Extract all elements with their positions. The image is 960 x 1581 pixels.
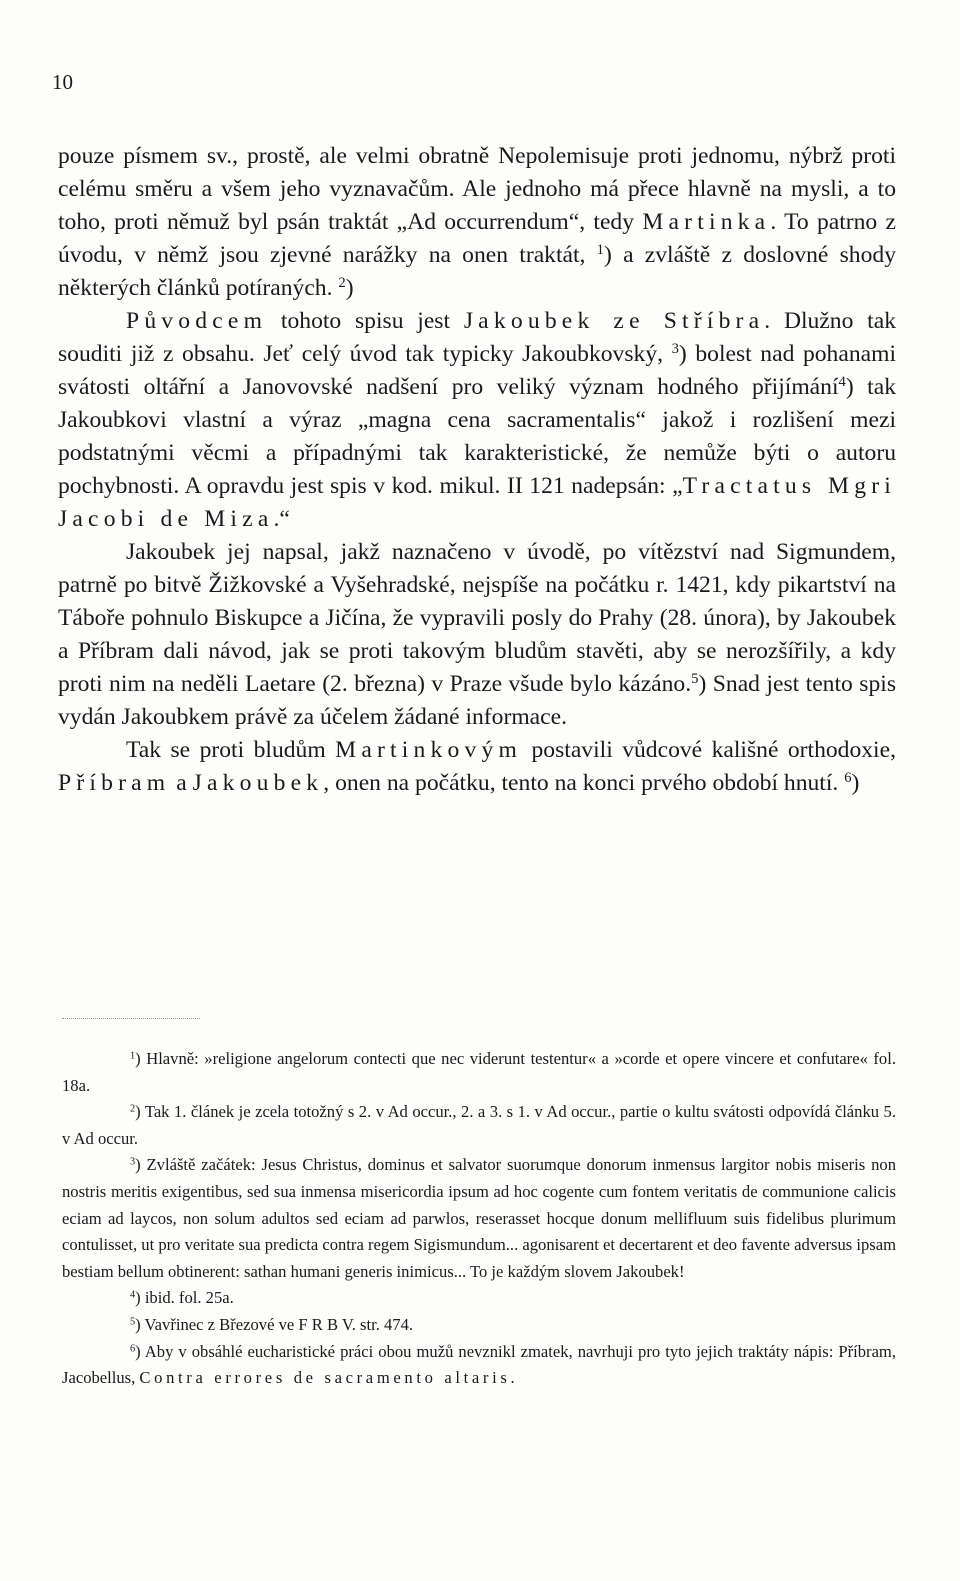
p3-text-a: Jakoubek jej napsal, jakž naznačeno v úvodě, po vítězství nad Sigmundem, patrně po bitvě Žižkovské a Vyšehradské, nejspíše na počátku r. 1421, kdy pikartství na Táboře pohnulo Biskupce a Jičína, že vypravili posly do Prahy (28. února), by Jakoubek a Příbram dali návod, jak se proti takovým bludům stavěti, aby se nerozšířily, a kdy proti nim na neděli Laetare (2. března) v Praze všude bylo kázáno.	[58, 539, 896, 697]
p2-text-a: tohoto spisu jest	[267, 308, 464, 334]
footnote-ref-1: 1	[596, 241, 604, 258]
footnote-5	[62, 1312, 896, 1339]
p4-text-d: , onen na počátku, tento na konci prvého období hnutí.	[323, 770, 845, 796]
footnote-1-text: ) Hlavně: »religione angelorum contecti que nec viderunt testentur« a »corde et opere vincere et confutare« fol. 18a.	[62, 1049, 896, 1095]
footnote-2-text: ) Tak 1. článek je zcela totožný s 2. v Ad occur., 2. a 3. s 1. v Ad occur., partie o kultu svátosti odpovídá článku 5. v Ad occur.	[62, 1102, 896, 1148]
footnote-mark-1: 1	[130, 1050, 136, 1062]
footnote-ref-3: 3	[671, 340, 679, 357]
p4-text-c: a	[170, 770, 193, 796]
name-martinka: Martinka	[642, 209, 771, 235]
p2-text-b: . Dlužno tak souditi již z obsahu. Jeť celý úvod tak typicky Jakoubkovský,	[58, 308, 896, 367]
p1-text-d: )	[345, 275, 354, 301]
p4-text-b: postavili vůdcové kališné orthodoxie,	[522, 737, 896, 763]
footnote-2	[62, 1099, 896, 1152]
p2-text-d: ) tak Jakoubkovi vlastní a výraz „magna cena sacramentalis“ jakož i rozlišení mezi podstatnými věcmi a případnými tak karakteristické, že nemůže býti o autoru pochybnosti. A opravdu jest spis v kod. mikul. II 121 nadepsán: „	[58, 374, 896, 499]
p3-text-b: ) Snad jest tento spis vydán Jakoubkem právě za účelem žádané informace.	[58, 671, 896, 730]
p2-text-c: ) bolest nad pohanami svátosti oltářní a Janovovské nadšení pro veliký význam hodného přijímání	[58, 341, 896, 400]
title-tractatus: Tractatus Mgri Jacobi de Miza	[58, 473, 897, 532]
footnote-ref-6: 6	[844, 769, 852, 786]
footnote-ref-2: 2	[338, 274, 346, 291]
footnote-4-text: ) ibid. fol. 25a.	[135, 1288, 234, 1308]
footnote-mark-2: 2	[130, 1103, 136, 1115]
footnotes	[62, 1046, 896, 1392]
footnote-6-text-a: ) Aby v obsáhlé eucharistické práci obou mužů nevznikl zmatek, navrhuji pro tyto jejich traktáty nápis: Příbram, Jacobellus,	[62, 1341, 896, 1388]
footnote-mark-3: 3	[130, 1156, 136, 1168]
p1-text-a: pouze písmem sv., prostě, ale velmi obratně Nepolemisuje proti jednomu, nýbrž proti celému směru a všem jeho vyznavačům. Ale jednoho má přece hlavně na mysli, a to toho, proti němuž byl psán traktát „Ad occurrendum“, tedy	[58, 143, 896, 235]
footnote-6-text-b: .	[510, 1368, 515, 1388]
title-contra-errores: Contra errores de sacramento altaris	[139, 1368, 511, 1388]
footnote-ref-4: 4	[838, 373, 846, 390]
paragraph-1	[58, 140, 896, 305]
footnote-4	[62, 1285, 896, 1312]
paragraph-2	[58, 305, 896, 536]
footnote-5-text: ) Vavřinec z Březové ve F R B V. str. 474.	[135, 1314, 414, 1334]
footnote-mark-4: 4	[130, 1289, 136, 1301]
name-jakoubek: Jakoubek	[192, 770, 324, 796]
main-text	[58, 140, 896, 800]
footnote-separator	[62, 1018, 200, 1019]
paragraph-4	[58, 734, 896, 800]
footnote-6	[62, 1339, 896, 1392]
paragraph-3	[58, 536, 896, 734]
p2-text-e: .“	[273, 506, 290, 532]
p4-text-a: Tak se proti bludům	[126, 737, 336, 763]
word-puvodcem: Původcem	[126, 308, 268, 334]
p1-text-b: . To patrno z úvodu, v němž jsou zjevné narážky na onen traktát,	[58, 209, 896, 268]
p1-text-c: ) a zvláště z doslovné shody některých článků potíraných.	[58, 242, 896, 301]
name-martinkovym: Martinkovým	[335, 737, 523, 763]
footnote-3	[62, 1152, 896, 1285]
name-pribram: Příbram	[58, 770, 171, 796]
name-jakoubek-ze-stribra: Jakoubek ze Stříbra	[463, 308, 765, 334]
footnote-3-text: ) Zvláště začátek: Jesus Christus, dominus et salvator suorumque donorum inmensus largitor nobis miseris non nostris meritis exigentibus, sed sua inmensa misericordia ipsum ad hoc cogente cum fontem veritatis de communione calicis eciam ad laycos, non solum adultos sed eciam ad parwlos, reserasset hocque donum mellifluum suis fidelibus plurimum contulisset, ut pro veritate sua predicta contra regem Sigismundum... agonisarent et decertarent et deo favente adversus ipsam bestiam bellum obtinerent: sathan humani generis inimicus... To je každým slovem Jakoubek!	[62, 1155, 897, 1281]
page-number: 10	[52, 70, 73, 94]
p4-text-e: )	[851, 770, 860, 796]
footnote-mark-5: 5	[130, 1316, 136, 1328]
footnote-mark-6: 6	[130, 1342, 136, 1354]
footnote-1	[62, 1046, 896, 1099]
footnote-ref-5: 5	[691, 670, 699, 687]
